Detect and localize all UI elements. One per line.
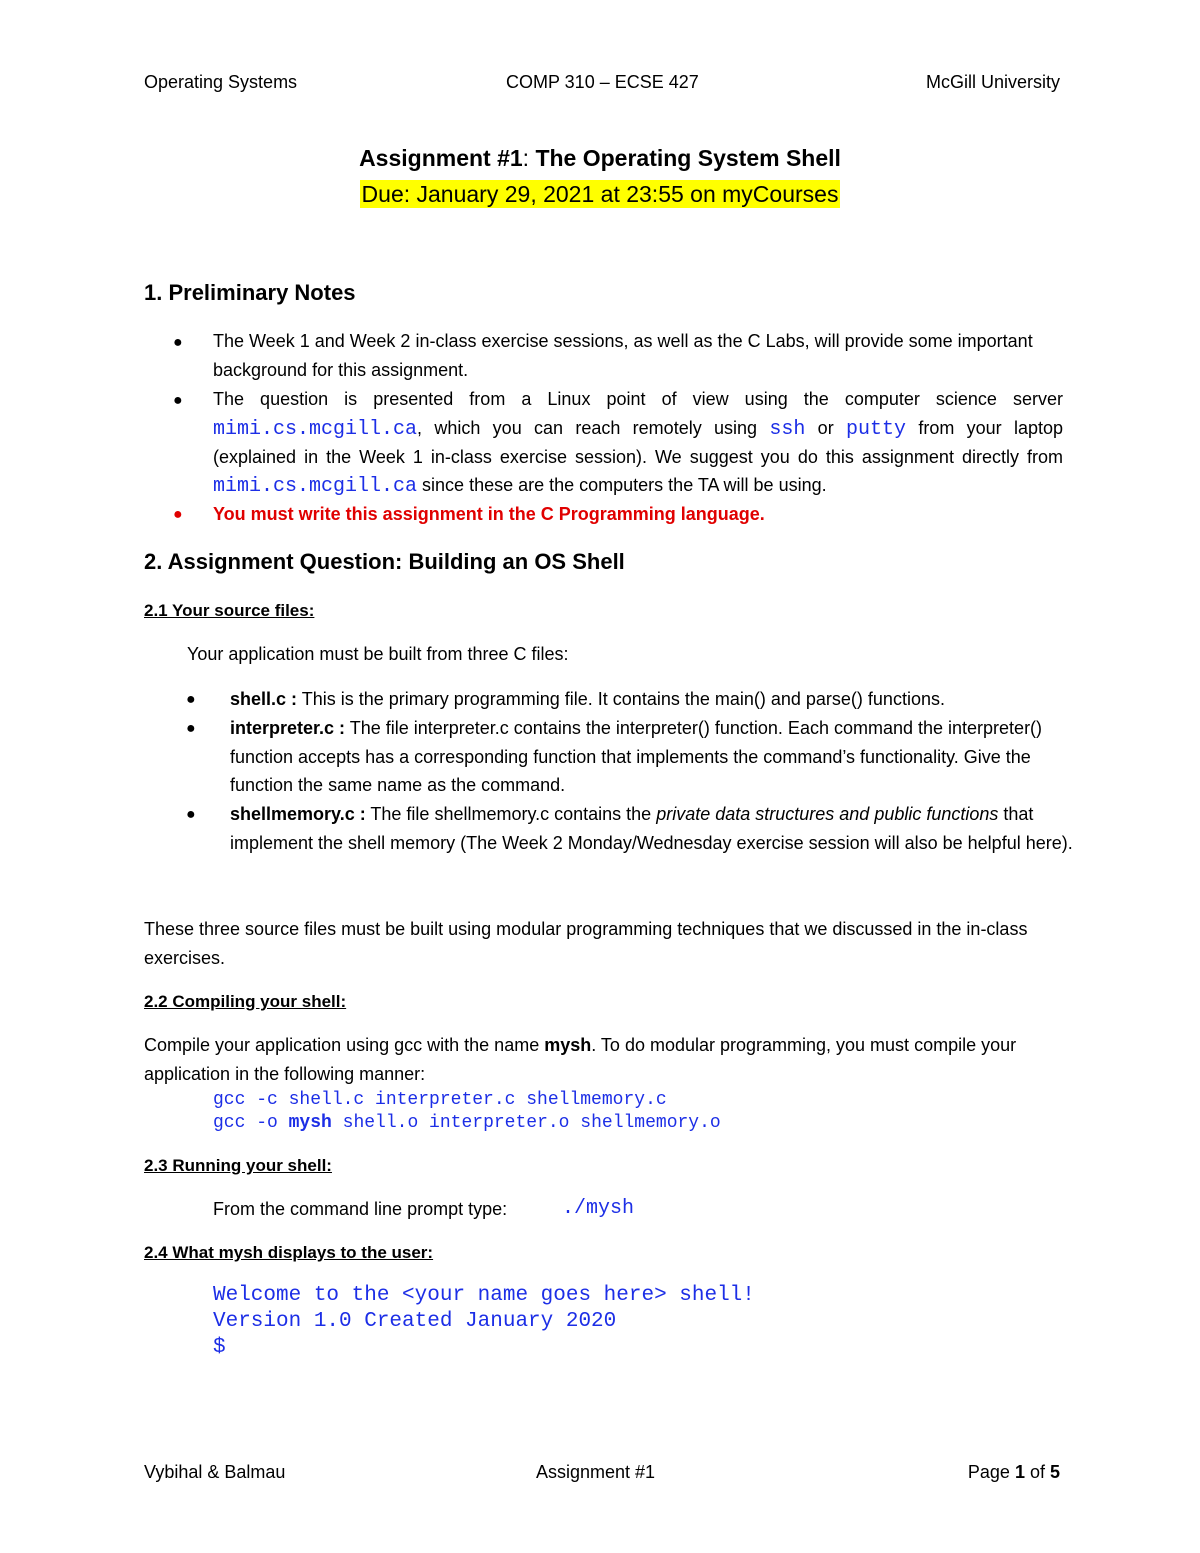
server-name: mimi.cs.mcgill.ca bbox=[213, 417, 418, 441]
bullet-icon: ● bbox=[186, 691, 196, 708]
note-language-requirement: You must write this assignment in the C Programming language. bbox=[213, 504, 765, 524]
bullet-icon: ● bbox=[186, 720, 196, 737]
ssh-command: ssh bbox=[769, 417, 806, 441]
header-institution: McGill University bbox=[925, 72, 1060, 92]
compile-command-1: gcc -c shell.c interpreter.c shellmemory.c bbox=[213, 1090, 667, 1110]
file-item-shellmemory: shellmemory.c : The file shellmemory.c contains the private data structures and public functions that implement the shell memory (The Week 2 Monday/Wednesday exercise session will also be helpful here). bbox=[230, 804, 1073, 853]
file-item-interpreter: interpreter.c : The file interpreter.c contains the interpreter() function. Each command the interpreter() function accepts has a corresponding function that implements the command’s functionality. Give the function the same name as the command. bbox=[230, 718, 1043, 795]
shell-output-line: Welcome to the <your name goes here> shell! bbox=[213, 1284, 755, 1307]
run-command: ./mysh bbox=[562, 1197, 635, 1220]
shell-output-line: Version 1.0 Created January 2020 bbox=[213, 1310, 617, 1333]
footer-authors: Vybihal & Balmau bbox=[144, 1462, 286, 1482]
compile-command-2: gcc -o mysh shell.o interpreter.o shellmemory.o bbox=[213, 1113, 721, 1133]
putty-command: putty bbox=[846, 417, 907, 441]
run-instructions: From the command line prompt type: bbox=[213, 1199, 508, 1219]
source-files-intro: Your application must be built from three C files: bbox=[187, 644, 569, 664]
document-title: Assignment #1: The Operating System Shell bbox=[359, 145, 841, 171]
server-name: mimi.cs.mcgill.ca bbox=[213, 475, 418, 498]
footer-document-name: Assignment #1 bbox=[536, 1462, 656, 1482]
section-2-heading: 2. Assignment Question: Building an OS Shell bbox=[144, 549, 625, 574]
note-server: The question is presented from a Linux point of view using the computer science server mimi.cs.mcgill.ca, which you can reach remotely using ssh or putty from your laptop (explained in the Week 1 in-class exercise session). We suggest you do this assignment directly from mimi.cs.mcgill.ca since these are the computers the TA will be using. bbox=[213, 389, 1063, 498]
header-course-code: COMP 310 – ECSE 427 bbox=[506, 72, 699, 92]
bullet-icon: ● bbox=[173, 334, 183, 351]
bullet-icon: ● bbox=[186, 806, 196, 823]
subsection-2-4-heading: 2.4 What mysh displays to the user: bbox=[144, 1243, 434, 1262]
subsection-2-3-heading: 2.3 Running your shell: bbox=[144, 1156, 332, 1175]
header-course-subject: Operating Systems bbox=[144, 72, 298, 92]
modular-programming-note: These three source files must be built using modular programming techniques that we discussed in the in-class exercises. bbox=[144, 919, 1028, 968]
bullet-icon: ● bbox=[173, 392, 183, 409]
file-item-shell: shell.c : This is the primary programming file. It contains the main() and parse() functions. bbox=[230, 689, 945, 709]
subsection-2-2-heading: 2.2 Compiling your shell: bbox=[144, 992, 347, 1011]
footer-page-number: Page 1 of 5 bbox=[967, 1462, 1060, 1482]
bullet-icon: ● bbox=[173, 506, 183, 523]
subsection-2-1-heading: 2.1 Your source files: bbox=[144, 601, 315, 620]
compile-instructions: Compile your application using gcc with the name mysh. To do modular programming, you must compile your application in the following manner: bbox=[144, 1035, 1017, 1084]
section-1-heading: 1. Preliminary Notes bbox=[144, 280, 356, 305]
due-date: Due: January 29, 2021 at 23:55 on myCourses bbox=[361, 181, 839, 207]
note-background: The Week 1 and Week 2 in-class exercise sessions, as well as the C Labs, will provide some important background for this assignment. bbox=[213, 331, 1033, 380]
shell-prompt: $ bbox=[213, 1336, 226, 1359]
